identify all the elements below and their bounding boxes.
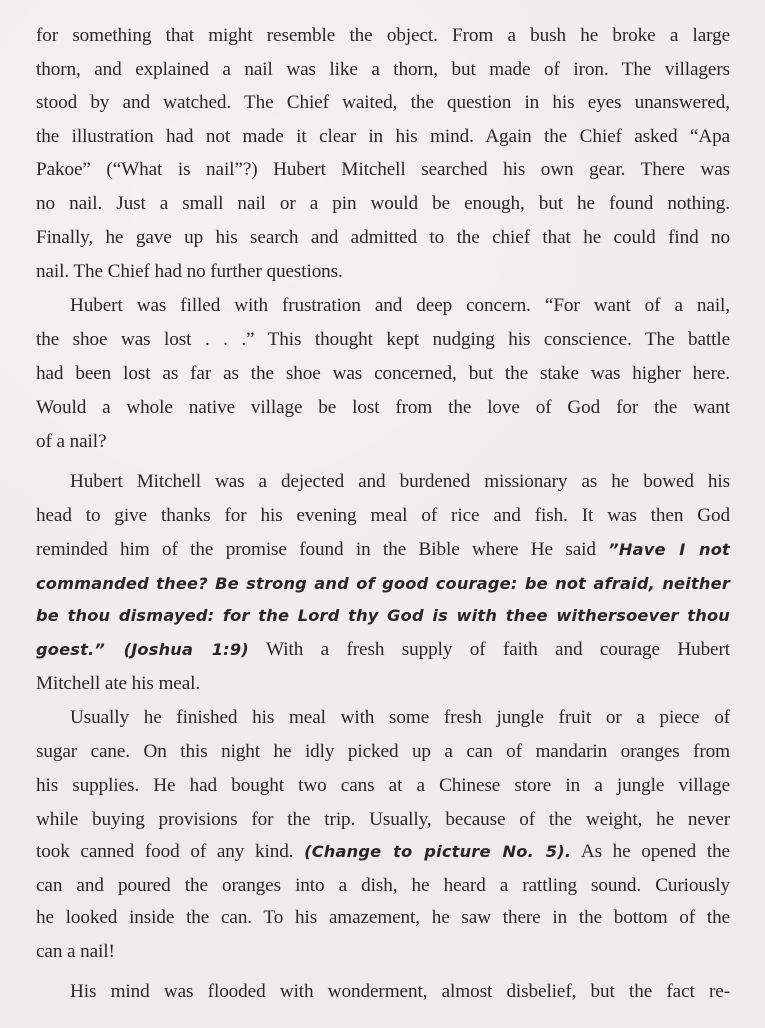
body-text: Pakoe” (“What is nail”?) Hubert Mitchell searched his own gear. There was [36,159,730,180]
body-text: took canned food of any kind. [36,841,305,862]
body-text: head to give thanks for his evening meal of rice and fish. It was then God [36,505,730,526]
body-text: As he opened the [571,841,730,862]
emphasized-text: commanded thee? Be strong and of good courage: be not afraid, neither [36,574,730,593]
text-line [36,874,730,898]
text-line [70,706,730,730]
body-text: reminded him of the promise found in the Bible where He said [36,539,609,560]
body-text: of a nail? [36,431,107,452]
body-text: had been lost as far as the shoe was concerned, but the stake was higher here. [36,363,730,384]
body-text: stood by and watched. The Chief waited, the question in his eyes unanswered, [36,92,730,113]
text-line [70,470,730,494]
body-text: Usually he finished his meal with some fresh jungle fruit or a piece of [70,707,730,728]
text-line [36,906,730,930]
text-line [36,158,730,182]
text-line [36,740,730,764]
text-line [36,774,730,798]
body-text: Mitchell ate his meal. [36,673,201,694]
text-line [36,504,730,528]
emphasized-text: (Change to picture No. 5). [304,842,572,861]
text-line [36,604,730,628]
text-line [36,572,730,596]
text-line [70,294,730,318]
emphasized-text: ”Have I not [608,540,730,559]
text-line [36,362,730,386]
body-text: no nail. Just a small nail or a pin would be enough, but he found nothing. [36,193,730,214]
body-text: his supplies. He had bought two cans at a Chinese store in a jungle village [36,775,730,796]
text-line [36,125,730,149]
emphasized-text: goest.” (Joshua 1:9) [36,640,249,659]
body-text: With a fresh supply of faith and courage Hubert [248,639,730,660]
text-line [70,980,730,1004]
text-line [36,192,730,216]
body-text: can and poured the oranges into a dish, he heard a rattling sound. Curiously [36,875,730,896]
text-line [36,808,730,832]
text-line [36,226,730,250]
body-text: nail. The Chief had no further questions. [36,261,343,282]
text-line [36,260,730,284]
body-text: for something that might resemble the object. From a bush he broke a large [36,25,730,46]
body-text: the illustration had not made it clear in his mind. Again the Chief asked “Apa [36,126,730,147]
body-text: Hubert was filled with frustration and deep concern. “For want of a nail, [70,295,730,316]
body-text: can a nail! [36,941,115,962]
text-line [36,940,730,964]
emphasized-text: be thou dismayed: for the Lord thy God is with thee withersoever thou [36,606,730,625]
body-text: Finally, he gave up his search and admitted to the chief that he could find no [36,227,730,248]
body-text: thorn, and explained a nail was like a thorn, but made of iron. The villagers [36,59,730,80]
body-text: he looked inside the can. To his amazement, he saw there in the bottom of the [36,907,730,928]
text-line [36,430,730,454]
text-line [36,638,730,662]
text-line [36,24,730,48]
body-text: Hubert Mitchell was a dejected and burdened missionary as he bowed his [70,471,730,492]
body-text: while buying provisions for the trip. Usually, because of the weight, he never [36,809,730,830]
body-text: His mind was flooded with wonderment, almost disbelief, but the fact re- [70,981,730,1002]
text-line [36,538,730,562]
body-text: the shoe was lost . . .” This thought kept nudging his conscience. The battle [36,329,730,350]
text-line [36,672,730,696]
text-line [36,58,730,82]
text-line [36,328,730,352]
text-line [36,840,730,864]
text-line [36,91,730,115]
body-text: Would a whole native village be lost from the love of God for the want [36,397,730,418]
body-text: sugar cane. On this night he idly picked up a can of mandarin oranges from [36,741,730,762]
text-line [36,396,730,420]
